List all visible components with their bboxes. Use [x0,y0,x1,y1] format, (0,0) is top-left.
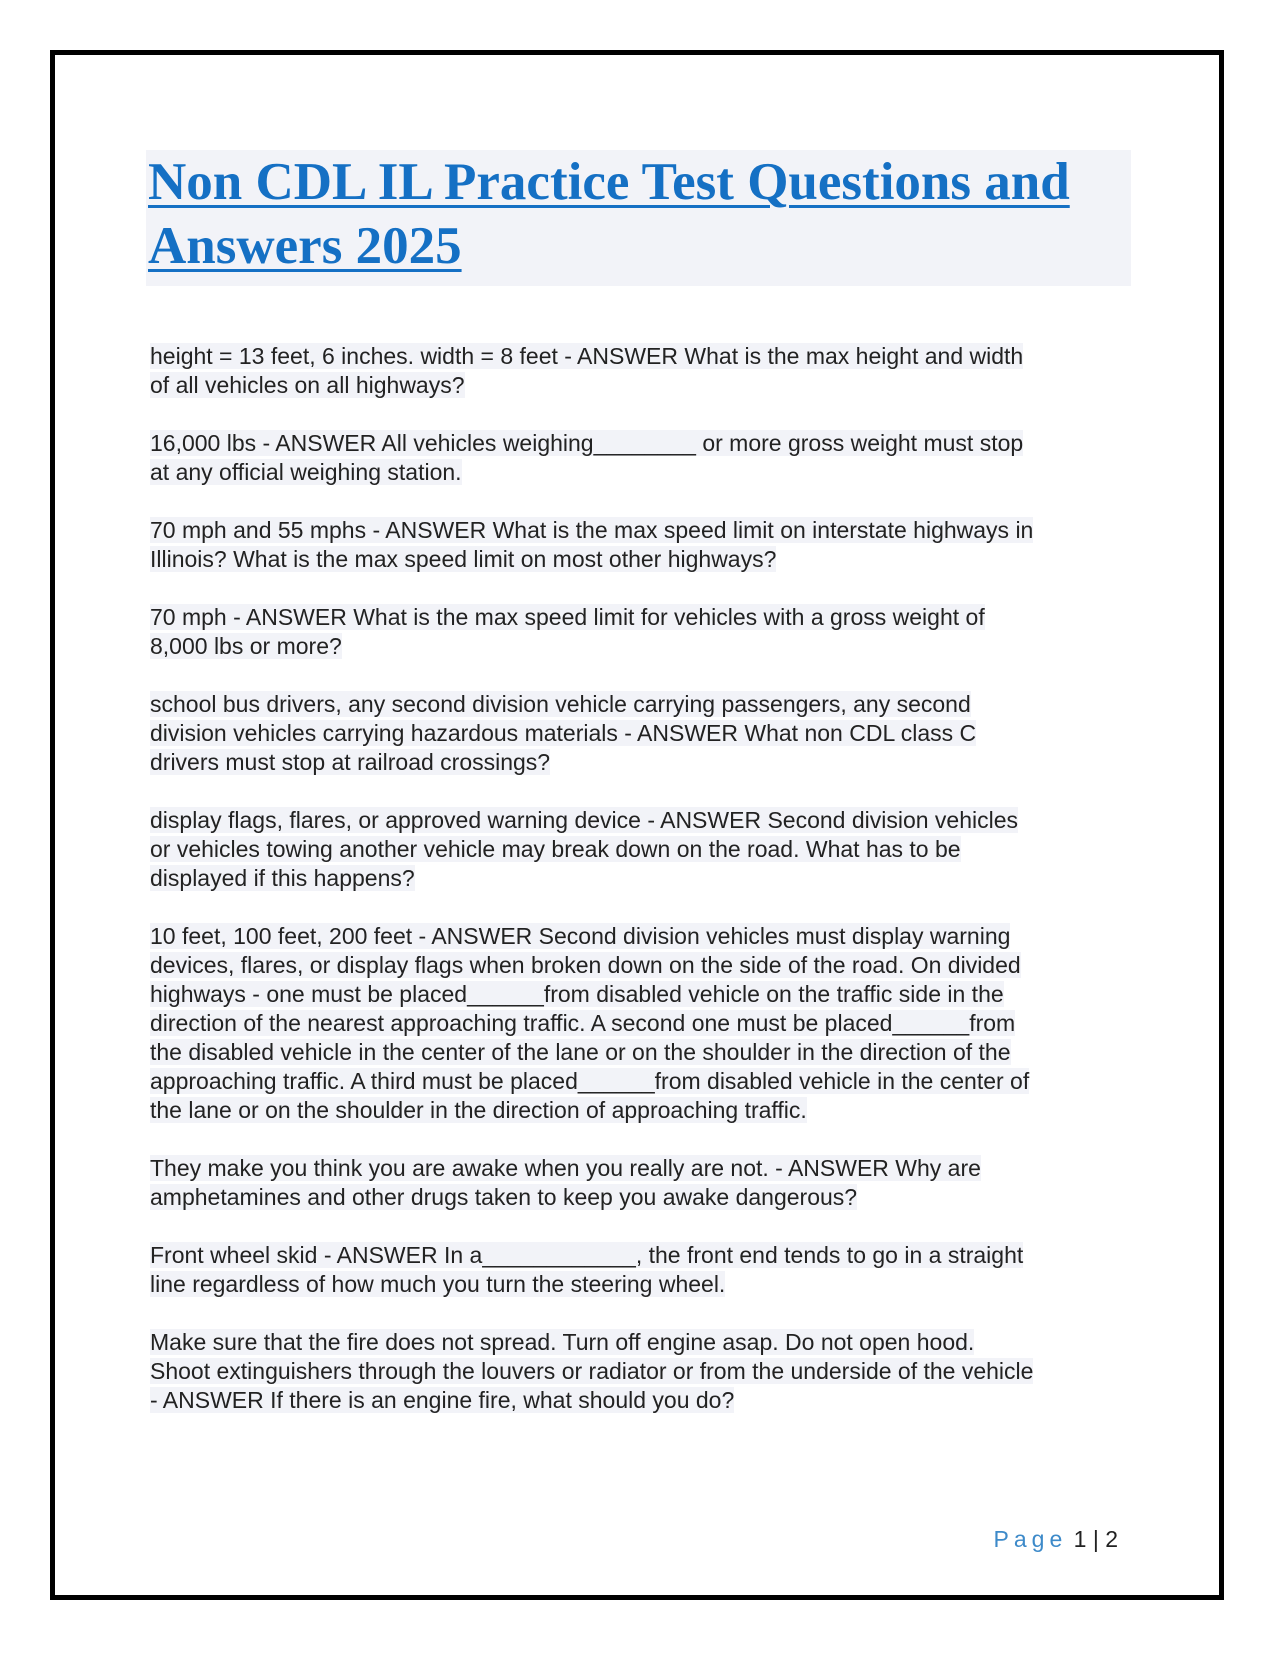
qa-list [150,342,1125,1444]
page-footer [994,1526,1118,1553]
qa-item [150,806,1125,893]
qa-item-text: display flags, flares, or approved warning device - ANSWER Second division vehicles or vehicles towing another vehicle may break down on the road. What has to be displayed if this happens? [150,807,1019,891]
qa-item-text: 16,000 lbs - ANSWER All vehicles weighing________ or more gross weight must stop at any official weighing station. [150,430,1024,485]
qa-item-text: 70 mph and 55 mphs - ANSWER What is the max speed limit on interstate highways in Illinois? What is the max speed limit on most other highways? [150,517,1034,572]
page-label: Page [993,1526,1068,1552]
qa-item [150,516,1125,574]
qa-item [150,429,1125,487]
qa-item [150,1154,1125,1212]
page-number: 1 | 2 [1073,1526,1118,1552]
qa-item [150,1328,1125,1415]
document-title: Non CDL IL Practice Test Questions and Answers 2025 [148,153,1070,275]
qa-item [150,1241,1125,1299]
qa-item-text: Make sure that the fire does not spread. Turn off engine asap. Do not open hood. Shoot extinguishers through the louvers or radiator or from the underside of the vehicle - ANSWER If there is an engine fire, what should you do? [150,1329,1034,1413]
qa-item-text: 70 mph - ANSWER What is the max speed limit for vehicles with a gross weight of 8,000 lbs or more? [150,604,985,659]
qa-item-text: Front wheel skid - ANSWER In a____________, the front end tends to go in a straight line regardless of how much you turn the steering wheel. [150,1242,1024,1297]
qa-item-text: They make you think you are awake when you really are not. - ANSWER Why are amphetamines and other drugs taken to keep you awake dangerous? [150,1155,981,1210]
qa-item [150,342,1125,400]
qa-item-text: height = 13 feet, 6 inches. width = 8 feet - ANSWER What is the max height and width of all vehicles on all highways? [150,343,1024,398]
qa-item-text: 10 feet, 100 feet, 200 feet - ANSWER Second division vehicles must display warning devices, flares, or display flags when broken down on the side of the road. On divided highways - one must be placed______from disabled vehicle on the traffic side in the direction of the nearest approaching traffic. A second one must be placed______from the disabled vehicle in the center of the lane or on the shoulder in the direction of the approaching traffic. A third must be placed______from disabled vehicle in the center of the lane or on the shoulder in the direction of approaching traffic. [150,923,1030,1123]
qa-item-text: school bus drivers, any second division vehicle carrying passengers, any second division vehicles carrying hazardous materials - ANSWER What non CDL class C drivers must stop at railroad crossings? [150,691,977,775]
qa-item [150,603,1125,661]
qa-item [150,922,1125,1125]
qa-item [150,690,1125,777]
